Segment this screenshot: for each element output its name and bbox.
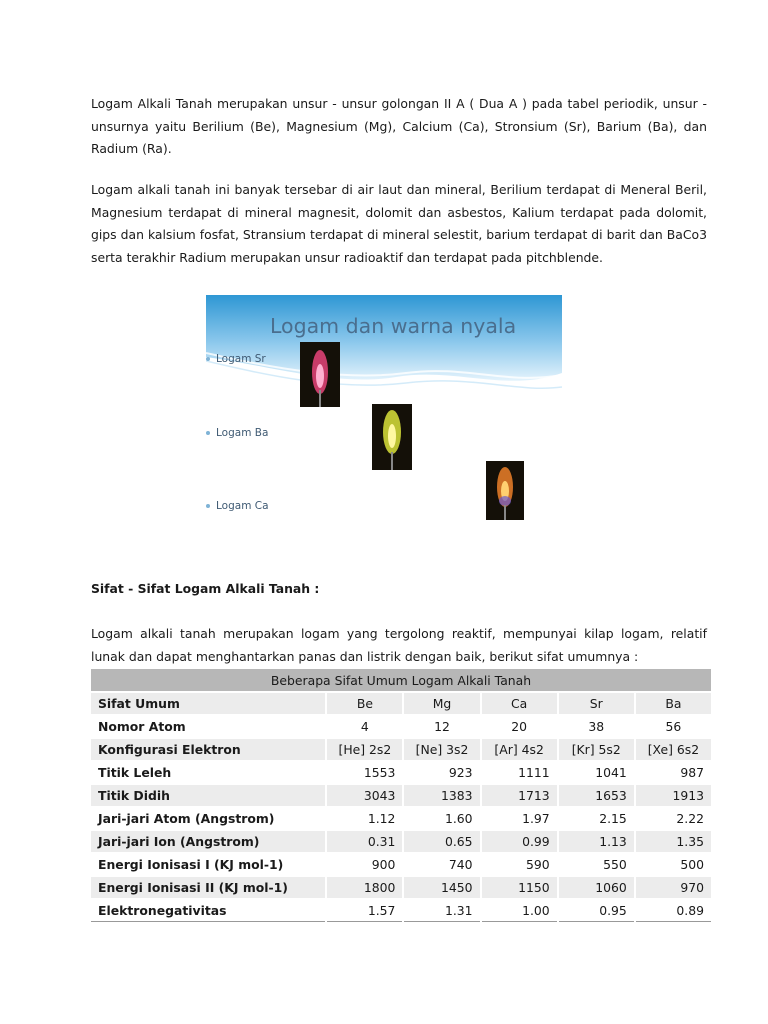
header-cell: Mg bbox=[403, 692, 480, 715]
table-cell: 0.95 bbox=[558, 899, 635, 922]
header-cell: Be bbox=[326, 692, 403, 715]
table-cell: [Ar] 4s2 bbox=[481, 738, 558, 761]
table-row bbox=[91, 830, 712, 853]
table-row bbox=[91, 784, 712, 807]
row-label: Nomor Atom bbox=[91, 715, 326, 738]
table-cell: 1913 bbox=[635, 784, 712, 807]
table-caption-row bbox=[91, 669, 712, 692]
table-cell: 4 bbox=[326, 715, 403, 738]
table-cell: [Xe] 6s2 bbox=[635, 738, 712, 761]
row-label: Jari-jari Ion (Angstrom) bbox=[91, 830, 326, 853]
table-cell: 3043 bbox=[326, 784, 403, 807]
table-header-row bbox=[91, 692, 712, 715]
table-cell: [Ne] 3s2 bbox=[403, 738, 480, 761]
flame-color-slide bbox=[206, 295, 562, 540]
table-cell: 970 bbox=[635, 876, 712, 899]
row-label: Energi Ionisasi II (KJ mol-1) bbox=[91, 876, 326, 899]
table-cell: 500 bbox=[635, 853, 712, 876]
table-cell: 1.00 bbox=[481, 899, 558, 922]
row-label: Titik Didih bbox=[91, 784, 326, 807]
table-cell: 1060 bbox=[558, 876, 635, 899]
table-cell: [Kr] 5s2 bbox=[558, 738, 635, 761]
row-label: Titik Leleh bbox=[91, 761, 326, 784]
row-label: Elektronegativitas bbox=[91, 899, 326, 922]
table-cell: [He] 2s2 bbox=[326, 738, 403, 761]
table-cell: 1653 bbox=[558, 784, 635, 807]
table-cell: 923 bbox=[403, 761, 480, 784]
properties-intro-paragraph: Logam alkali tanah merupakan logam yang tergolong reaktif, mempunyai kilap logam, relatif lunak dan dapat menghantarkan panas dan listrik dengan baik, berikut sifat umumnya : bbox=[91, 626, 707, 664]
table-cell: 1.12 bbox=[326, 807, 403, 830]
table-row bbox=[91, 807, 712, 830]
table-cell: 1800 bbox=[326, 876, 403, 899]
header-cell: Ba bbox=[635, 692, 712, 715]
table-cell: 0.89 bbox=[635, 899, 712, 922]
bullet-ca: Logam Ca bbox=[206, 500, 269, 512]
table-cell: 1041 bbox=[558, 761, 635, 784]
header-cell: Ca bbox=[481, 692, 558, 715]
properties-table bbox=[91, 669, 713, 922]
table-row bbox=[91, 876, 712, 899]
table-row bbox=[91, 738, 712, 761]
table-cell: 56 bbox=[635, 715, 712, 738]
table-cell: 0.65 bbox=[403, 830, 480, 853]
table-cell: 2.22 bbox=[635, 807, 712, 830]
table-row bbox=[91, 899, 712, 922]
row-label: Konfigurasi Elektron bbox=[91, 738, 326, 761]
row-label: Energi Ionisasi I (KJ mol-1) bbox=[91, 853, 326, 876]
header-cell: Sr bbox=[558, 692, 635, 715]
table-cell: 1.31 bbox=[403, 899, 480, 922]
table-cell: 2.15 bbox=[558, 807, 635, 830]
table-cell: 0.99 bbox=[481, 830, 558, 853]
table-cell: 1.60 bbox=[403, 807, 480, 830]
distribution-paragraph: Logam alkali tanah ini banyak tersebar di air laut dan mineral, Berilium terdapat di Meneral Beril, Magnesium terdapat di mineral magnesit, dolomit dan asbestos, Kalium terdapat pada dolomit, gips dan kalsium fosfat, Stransium terdapat di mineral selestit, barium terdapat di barit dan BaCo3 serta terakhir Radium merupakan unsur radioaktif dan terdapat pada pitchblende. bbox=[91, 182, 707, 265]
table-caption: Beberapa Sifat Umum Logam Alkali Tanah bbox=[91, 669, 712, 692]
bullet-ba: Logam Ba bbox=[206, 427, 268, 439]
table-cell: 1553 bbox=[326, 761, 403, 784]
table-cell: 590 bbox=[481, 853, 558, 876]
table-cell: 1713 bbox=[481, 784, 558, 807]
table-cell: 987 bbox=[635, 761, 712, 784]
table-cell: 1450 bbox=[403, 876, 480, 899]
table-row bbox=[91, 715, 712, 738]
table-cell: 1383 bbox=[403, 784, 480, 807]
properties-heading: Sifat - Sifat Logam Alkali Tanah : bbox=[91, 581, 320, 596]
row-label: Jari-jari Atom (Angstrom) bbox=[91, 807, 326, 830]
flame-photo-ba bbox=[372, 404, 412, 470]
table-cell: 1.35 bbox=[635, 830, 712, 853]
table-cell: 38 bbox=[558, 715, 635, 738]
slide-title: Logam dan warna nyala bbox=[270, 314, 517, 338]
table-row bbox=[91, 761, 712, 784]
intro-paragraph: Logam Alkali Tanah merupakan unsur - unsur golongan II A ( Dua A ) pada tabel periodik, unsur - unsurnya yaitu Berilium (Be), Magnesium (Mg), Calcium (Ca), Stronsium (Sr), Barium (Ba), dan Radium (Ra). bbox=[91, 96, 707, 156]
table-cell: 1111 bbox=[481, 761, 558, 784]
flame-photo-ca bbox=[486, 461, 524, 520]
table-cell: 550 bbox=[558, 853, 635, 876]
bullet-sr: Logam Sr bbox=[206, 353, 266, 365]
table-cell: 1.13 bbox=[558, 830, 635, 853]
table-cell: 20 bbox=[481, 715, 558, 738]
table-cell: 1.97 bbox=[481, 807, 558, 830]
flame-photo-sr bbox=[300, 342, 340, 407]
table-cell: 0.31 bbox=[326, 830, 403, 853]
header-cell: Sifat Umum bbox=[91, 692, 326, 715]
table-cell: 740 bbox=[403, 853, 480, 876]
table-cell: 1.57 bbox=[326, 899, 403, 922]
table-cell: 900 bbox=[326, 853, 403, 876]
table-cell: 12 bbox=[403, 715, 480, 738]
table-cell: 1150 bbox=[481, 876, 558, 899]
table-row bbox=[91, 853, 712, 876]
